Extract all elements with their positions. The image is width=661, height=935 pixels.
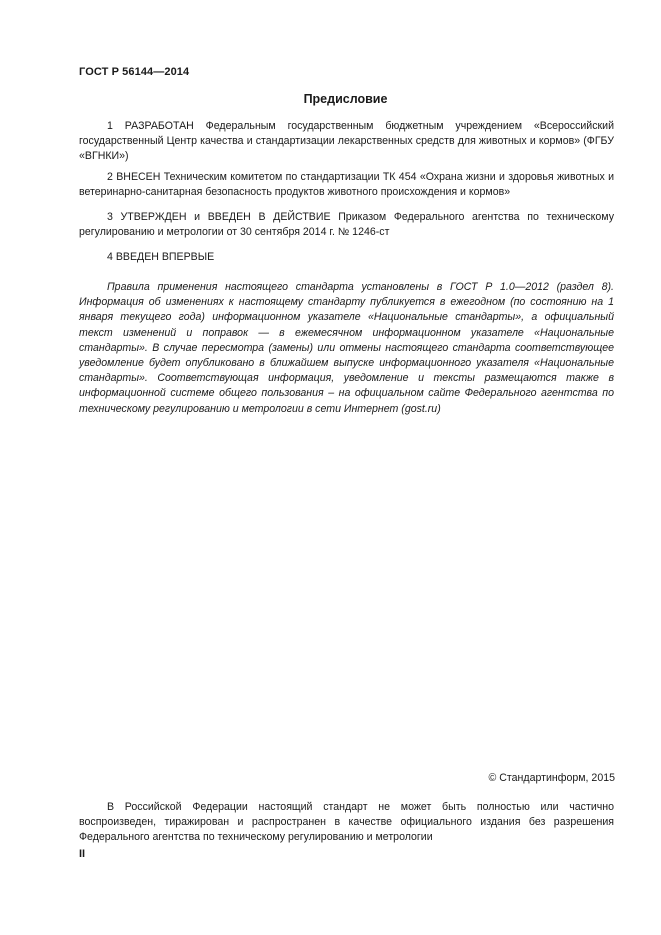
paragraph-introduced-by: 2 ВНЕСЕН Техническим комитетом по стандартизации ТК 454 «Охрана жизни и здоровья животных и ветеринарно-санитарная безопасность продуктов животного происхождения и кормов» (79, 171, 614, 199)
page-number: II (79, 848, 86, 860)
document-code: ГОСТ Р 56144—2014 (79, 66, 190, 78)
copyright-notice: © Стандартинформ, 2015 (488, 772, 615, 784)
paragraph-application-rules: Правила применения настоящего стандарта установлены в ГОСТ Р 1.0—2012 (раздел 8). Информация об изменениях к настоящему стандарту публикуется в ежегодном (по состоянию на 1 января текущего года) информационном указателе «Национальные стандарты», а официальный текст изменений и поправок — в ежемесячном информационном указателе «Национальные стандарты». В случае пересмотра (замены) или отмены настоящего стандарта соответствующее уведомление будет опубликовано в ближайшем выпуске информационного указателя «Национальные стандарты». Соответствующая информация, уведомление и тексты размещаются также в информационной системе общего пользования – на официальном сайте Федерального агентства по техническому регулированию и метрологии в сети Интернет (gost.ru) (79, 281, 614, 415)
paragraph-developed-by: 1 РАЗРАБОТАН Федеральным государственным бюджетным учреждением «Всероссийский государственный Центр качества и стандартизации лекарственных средств для животных и кормов» (ФГБУ «ВГНКИ») (79, 120, 614, 163)
reproduction-disclaimer: В Российской Федерации настоящий стандарт не может быть полностью или частично воспроизведен, тиражирован и распространен в качестве официального издания без разрешения Федерального агентства по техническому регулированию и метрологии (79, 801, 614, 844)
paragraph-first-introduced: 4 ВВЕДЕН ВПЕРВЫЕ (107, 251, 215, 263)
paragraph-approved: 3 УТВЕРЖДЕН и ВВЕДЕН В ДЕЙСТВИЕ Приказом Федерального агентства по техническому регулированию и метрологии от 30 сентября 2014 г. № 1246-ст (79, 211, 614, 239)
page-title: Предисловие (303, 92, 388, 106)
